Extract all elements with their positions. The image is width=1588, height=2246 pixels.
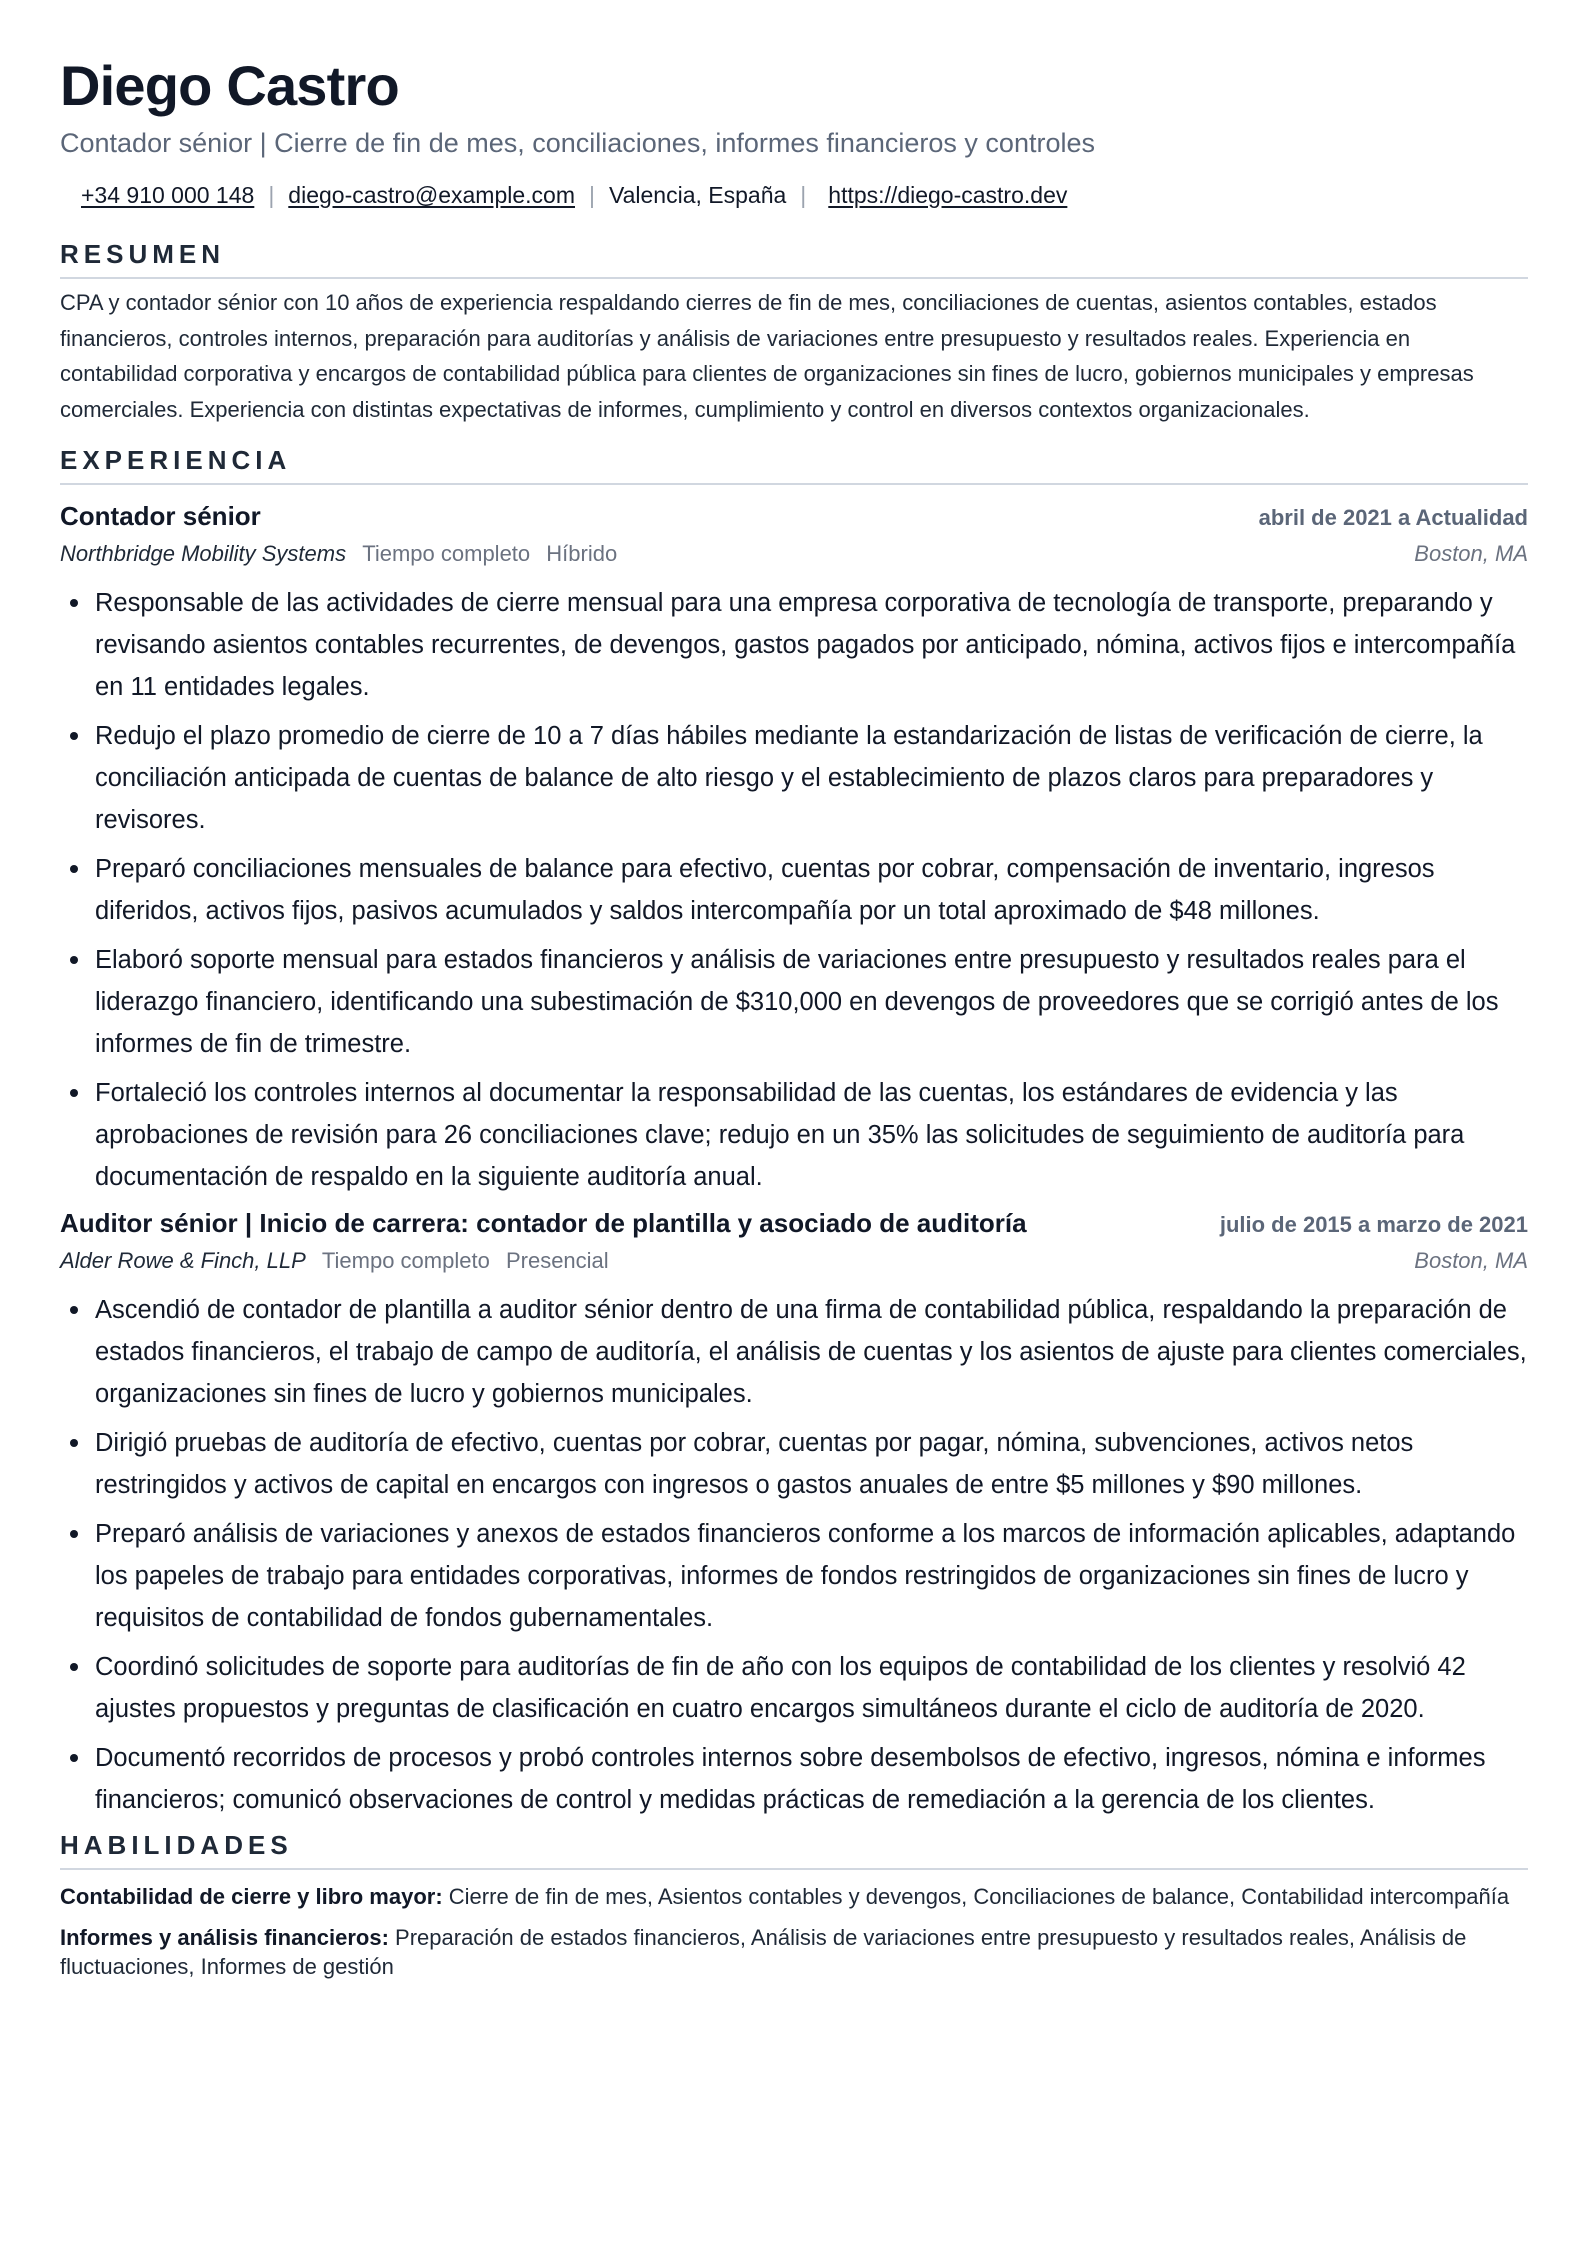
job-dates: abril de 2021 a Actualidad (1258, 505, 1528, 530)
job-entry (60, 498, 1528, 1198)
summary-heading: RESUMEN (60, 237, 1528, 279)
employment-type: Tiempo completo (362, 541, 531, 566)
work-mode: Híbrido (546, 541, 618, 566)
contact-separator: | (268, 182, 275, 208)
bullet-item: Documentó recorridos de procesos y probó controles internos sobre desembolsos de efectivo, ingresos, nómina e informes financieros; comunicó observaciones de control y medidas prácticas de remediación a la gerencia de los clientes. (95, 1737, 1528, 1821)
job-location: Boston, MA (1414, 1248, 1528, 1273)
skill-group-items: Cierre de fin de mes, Asientos contables y devengos, Conciliaciones de balance, Contabilidad intercompañía (448, 1884, 1510, 1909)
bullet-item: Fortaleció los controles internos al documentar la responsabilidad de las cuentas, los estándares de evidencia y las aprobaciones de revisión para 26 conciliaciones clave; redujo en un 35% las solicitudes de seguimiento de auditoría para documentación de respaldo en la siguiente auditoría anual. (95, 1072, 1528, 1198)
job-title: Contador sénior (60, 501, 261, 531)
employment-type: Tiempo completo (321, 1248, 490, 1273)
job-dates: julio de 2015 a marzo de 2021 (1219, 1212, 1528, 1237)
job-bullets (60, 582, 1528, 1198)
contact-bar (60, 179, 1528, 211)
skills-section (60, 1828, 1528, 1981)
website-link[interactable]: https://diego-castro.dev (828, 182, 1068, 208)
bullet-item: Elaboró soporte mensual para estados financieros y análisis de variaciones entre presupuesto y resultados reales para el liderazgo financiero, identificando una subestimación de $310,000 en devengos de proveedores que se corrigió antes de los informes de fin de trimestre. (95, 939, 1528, 1065)
bullet-item: Ascendió de contador de plantilla a auditor sénior dentro de una firma de contabilidad pública, respaldando la preparación de estados financieros, el trabajo de campo de auditoría, el análisis de cuentas y los asientos de ajuste para clientes comerciales, organizaciones sin fines de lucro y gobiernos municipales. (95, 1289, 1528, 1415)
skill-group (60, 1923, 1528, 1981)
job-title: Auditor sénior | Inicio de carrera: contador de plantilla y asociado de auditoría (60, 1208, 1027, 1238)
job-entry (60, 1205, 1528, 1821)
job-bullets (60, 1289, 1528, 1821)
contact-separator: | (589, 182, 595, 208)
resume-header (60, 52, 1528, 211)
skill-group-label: Contabilidad de cierre y libro mayor: (60, 1884, 443, 1909)
summary-text: CPA y contador sénior con 10 años de experiencia respaldando cierres de fin de mes, conciliaciones de cuentas, asientos contables, estados financieros, controles internos, preparación para auditorías y análisis de variaciones entre presupuesto y resultados reales. Experiencia en contabilidad corporativa y encargos de contabilidad pública para clientes de organizaciones sin fines de lucro, gobiernos municipales y empresas comerciales. Experiencia con distintas expectativas de informes, cumplimiento y control en diversos contextos organizacionales. (60, 290, 1474, 422)
contact-separator: | (800, 182, 807, 208)
candidate-name: Diego Castro (60, 54, 399, 117)
job-location: Boston, MA (1414, 541, 1528, 566)
skill-group-label: Informes y análisis financieros: (60, 1925, 389, 1950)
work-mode: Presencial (505, 1248, 609, 1273)
email-link[interactable]: diego-castro@example.com (288, 182, 575, 208)
phone-link[interactable]: +34 910 000 148 (81, 182, 255, 208)
experience-section (60, 443, 1528, 1821)
skills-heading: HABILIDADES (60, 1828, 1528, 1870)
company-name: Alder Rowe & Finch, LLP (60, 1248, 306, 1273)
location-text: Valencia, España (608, 182, 787, 208)
bullet-item: Dirigió pruebas de auditoría de efectivo, cuentas por cobrar, cuentas por pagar, nómina, subvenciones, activos netos restringidos y activos de capital en encargos con ingresos o gastos anuales de entre $5 millones y $90 millones. (95, 1422, 1528, 1506)
bullet-item: Responsable de las actividades de cierre mensual para una empresa corporativa de tecnología de transporte, preparando y revisando asientos contables recurrentes, de devengos, gastos pagados por anticipado, nómina, activos fijos e intercompañía en 11 entidades legales. (95, 582, 1528, 708)
candidate-headline: Contador sénior | Cierre de fin de mes, conciliaciones, informes financieros y controles (60, 128, 1095, 158)
bullet-item: Preparó análisis de variaciones y anexos de estados financieros conforme a los marcos de información aplicables, adaptando los papeles de trabajo para entidades corporativas, informes de fondos restringidos de organizaciones sin fines de lucro y requisitos de contabilidad de fondos gubernamentales. (95, 1513, 1528, 1639)
company-name: Northbridge Mobility Systems (60, 541, 347, 566)
skill-group-items: Preparación de estados financieros, Análisis de variaciones entre presupuesto y resultados reales, Análisis de fluctuaciones, Informes de gestión (60, 1925, 1467, 1979)
bullet-item: Coordinó solicitudes de soporte para auditorías de fin de año con los equipos de contabilidad de los clientes y resolvió 42 ajustes propuestos y preguntas de clasificación en cuatro encargos simultáneos durante el ciclo de auditoría de 2020. (95, 1646, 1528, 1730)
bullet-item: Preparó conciliaciones mensuales de balance para efectivo, cuentas por cobrar, compensación de inventario, ingresos diferidos, activos fijos, pasivos acumulados y saldos intercompañía por un total aproximado de $48 millones. (95, 848, 1528, 932)
bullet-item: Redujo el plazo promedio de cierre de 10 a 7 días hábiles mediante la estandarización de listas de verificación de cierre, la conciliación anticipada de cuentas de balance de alto riesgo y el establecimiento de plazos claros para preparadores y revisores. (95, 715, 1528, 841)
skill-group (60, 1882, 1528, 1911)
summary-section (60, 237, 1528, 427)
experience-heading: EXPERIENCIA (60, 443, 1528, 485)
